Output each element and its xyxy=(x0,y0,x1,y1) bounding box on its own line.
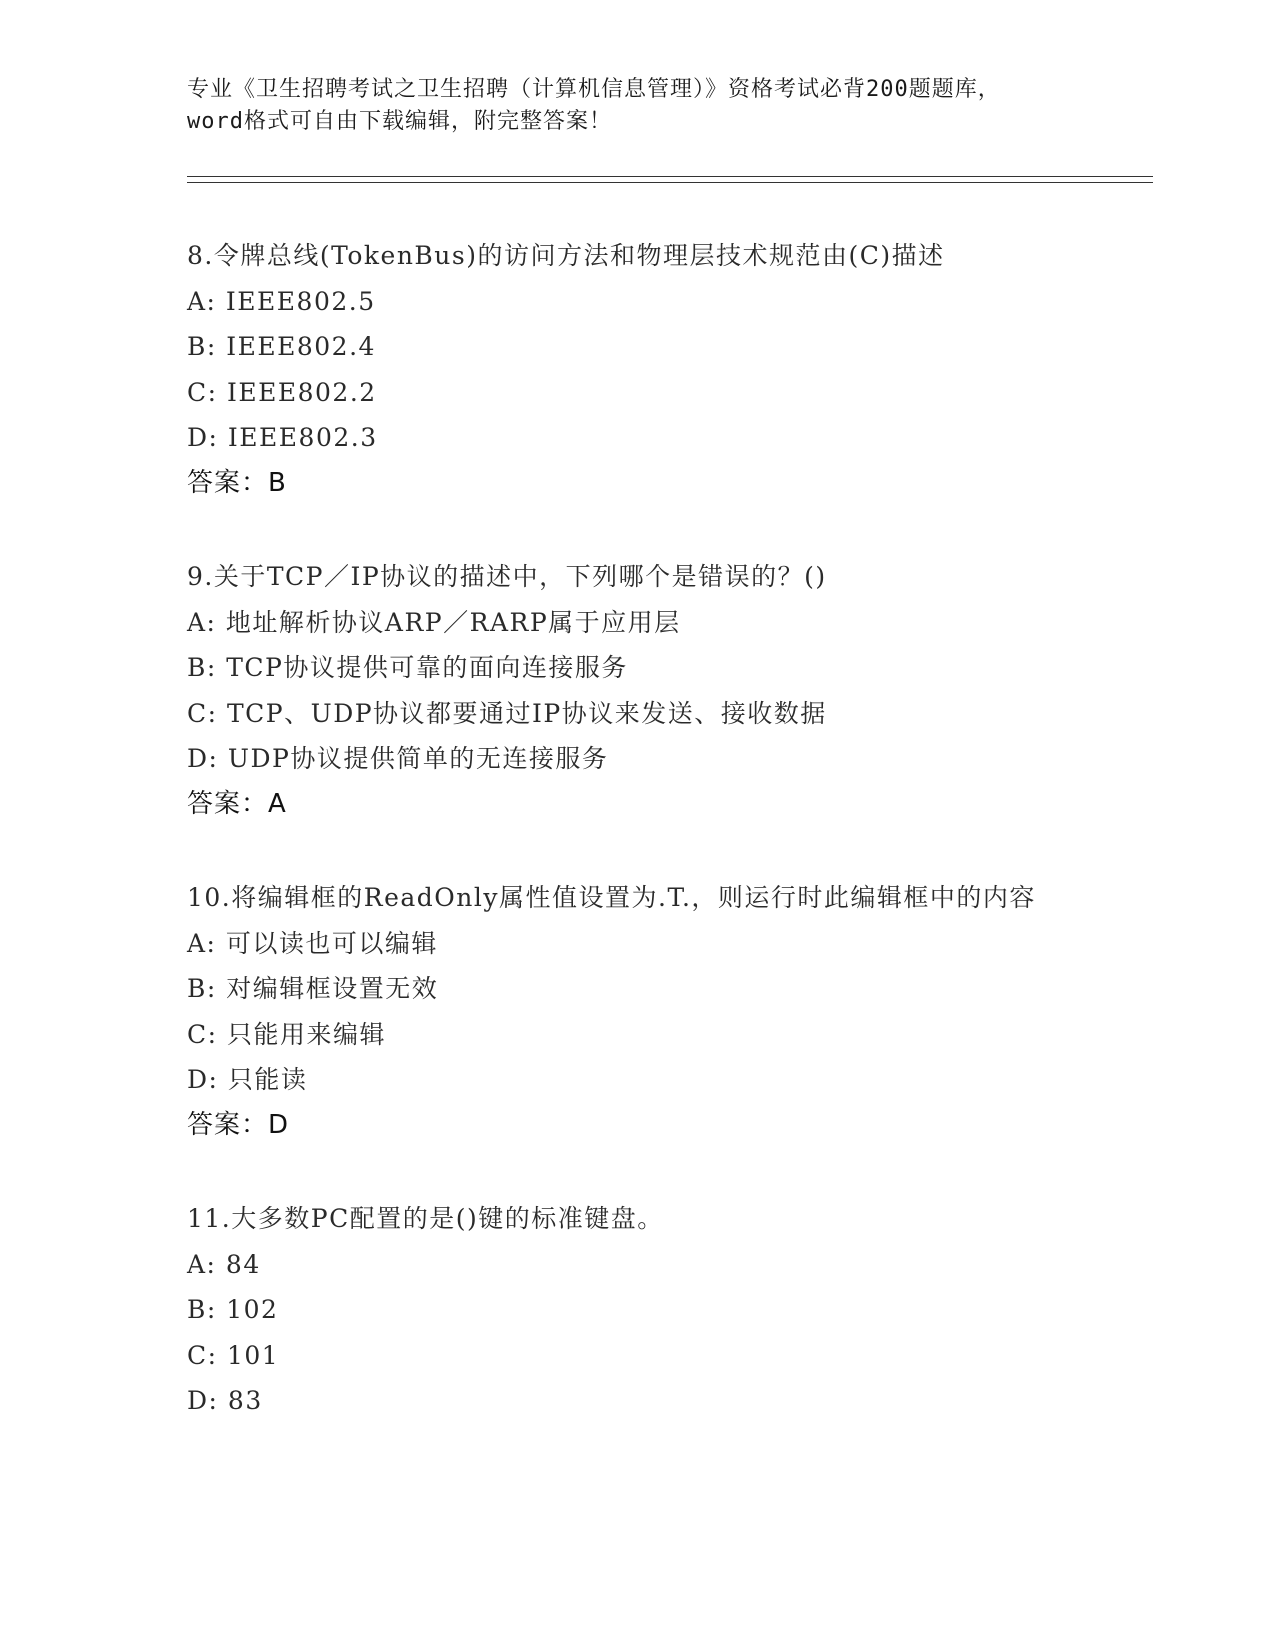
question-8 xyxy=(187,233,1087,506)
option-c: C: TCP、UDP协议都要通过IP协议来发送、接收数据 xyxy=(187,698,827,728)
question-stem: 10.将编辑框的ReadOnly属性值设置为.T.，则运行时此编辑框中的内容 xyxy=(187,883,1036,912)
option-a: A: 地址解析协议ARP／RARP属于应用层 xyxy=(187,607,681,637)
header-divider-top xyxy=(187,176,1153,177)
header-line-1: 专业《卫生招聘考试之卫生招聘（计算机信息管理）》资格考试必背200题题库， xyxy=(187,77,1001,102)
option-b: B: IEEE802.4 xyxy=(187,332,376,361)
option-d: D: UDP协议提供简单的无连接服务 xyxy=(187,744,609,773)
option-a: A: 可以读也可以编辑 xyxy=(187,928,438,958)
answer: 答案：B xyxy=(187,467,287,498)
question-stem: 9.关于TCP／IP协议的描述中，下列哪个是错误的？() xyxy=(187,562,827,591)
question-list xyxy=(187,233,1087,1472)
document-header xyxy=(187,74,1087,138)
option-d: D: 只能读 xyxy=(187,1065,308,1094)
option-c: C: IEEE802.2 xyxy=(187,377,377,407)
option-d: D: IEEE802.3 xyxy=(187,423,378,452)
question-9 xyxy=(187,554,1087,827)
option-c: C: 只能用来编辑 xyxy=(187,1019,386,1049)
question-11 xyxy=(187,1196,1087,1424)
header-line-2: word格式可自由下载编辑，附完整答案！ xyxy=(187,109,612,134)
option-d: D: 83 xyxy=(187,1386,263,1415)
option-c: C: 101 xyxy=(187,1340,280,1370)
option-a: A: IEEE802.5 xyxy=(187,286,376,316)
question-10 xyxy=(187,875,1087,1148)
answer: 答案：A xyxy=(187,788,287,819)
header-divider-bottom xyxy=(187,182,1153,183)
option-b: B: TCP协议提供可靠的面向连接服务 xyxy=(187,653,628,682)
option-b: B: 102 xyxy=(187,1295,279,1324)
option-a: A: 84 xyxy=(187,1249,261,1279)
option-b: B: 对编辑框设置无效 xyxy=(187,974,439,1003)
answer: 答案：D xyxy=(187,1109,290,1140)
question-stem: 8.令牌总线(TokenBus)的访问方法和物理层技术规范由(C)描述 xyxy=(187,241,945,270)
question-stem: 11.大多数PC配置的是()键的标准键盘。 xyxy=(187,1204,664,1233)
